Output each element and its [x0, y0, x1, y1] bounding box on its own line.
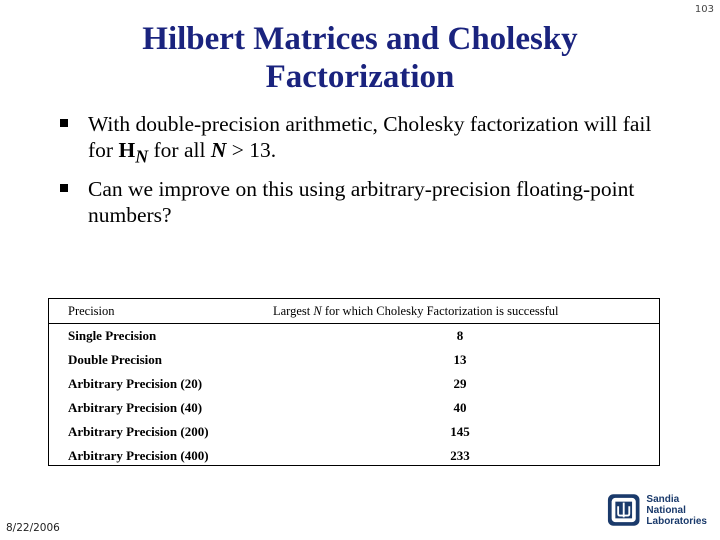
- row-largest-n: 29: [453, 376, 467, 391]
- table-header-row: [49, 299, 659, 324]
- sandia-logo: [607, 490, 707, 530]
- row-largest-n: 8: [456, 328, 464, 343]
- row-precision-name: Double Precision: [68, 352, 163, 367]
- table-row: [49, 396, 659, 420]
- logo-line: National: [646, 504, 686, 516]
- logo-line: Sandia: [646, 493, 680, 505]
- slide-title: Hilbert Matrices and Cholesky Factorization: [142, 21, 578, 95]
- row-precision-name: Arbitrary Precision (20): [68, 376, 203, 391]
- header-n-symbol: N: [313, 303, 322, 318]
- table-row: [49, 372, 659, 396]
- n-symbol: N: [210, 138, 227, 162]
- row-precision-name: Arbitrary Precision (40): [68, 400, 203, 415]
- table-row: [49, 348, 659, 372]
- logo-line: Laboratories: [646, 515, 707, 527]
- bullet-item: [58, 111, 678, 169]
- bullet-text-pre: With double-precision arithmetic, Cholesky factorization will fail for: [88, 112, 652, 162]
- row-largest-n: 13: [453, 352, 467, 367]
- table-row: [49, 444, 659, 468]
- table-row: [49, 324, 659, 348]
- column-header-precision: Precision: [68, 303, 115, 318]
- bullet-text-mid: for all: [148, 138, 211, 162]
- bullet-text-post: > 13.: [226, 138, 277, 162]
- column-header-largest-n: [261, 304, 659, 319]
- row-largest-n: 145: [450, 424, 470, 439]
- header-text-pre: Largest: [273, 303, 314, 318]
- precision-table: [48, 298, 660, 466]
- row-precision-name: Arbitrary Precision (200): [68, 424, 209, 439]
- row-largest-n: 233: [450, 448, 470, 463]
- hilbert-symbol: H: [118, 138, 136, 162]
- header-text-post: for which Cholesky Factorization is successful: [321, 303, 559, 318]
- bullet-item: [58, 176, 678, 228]
- square-bullet-icon: [60, 119, 68, 127]
- bullet-list: [58, 111, 678, 235]
- table-row: [49, 420, 659, 444]
- slide-number: 103: [694, 4, 714, 15]
- bullet-text: Can we improve on this using arbitrary-precision floating-point numbers?: [88, 177, 635, 228]
- footer-date: 8/22/2006: [6, 522, 60, 534]
- logo-text: [646, 494, 707, 527]
- hilbert-subscript: N: [135, 146, 149, 167]
- square-bullet-icon: [60, 184, 68, 192]
- sandia-thunderbird-icon: [607, 492, 640, 528]
- row-largest-n: 40: [453, 400, 467, 415]
- row-precision-name: Single Precision: [68, 328, 157, 343]
- row-precision-name: Arbitrary Precision (400): [68, 448, 209, 463]
